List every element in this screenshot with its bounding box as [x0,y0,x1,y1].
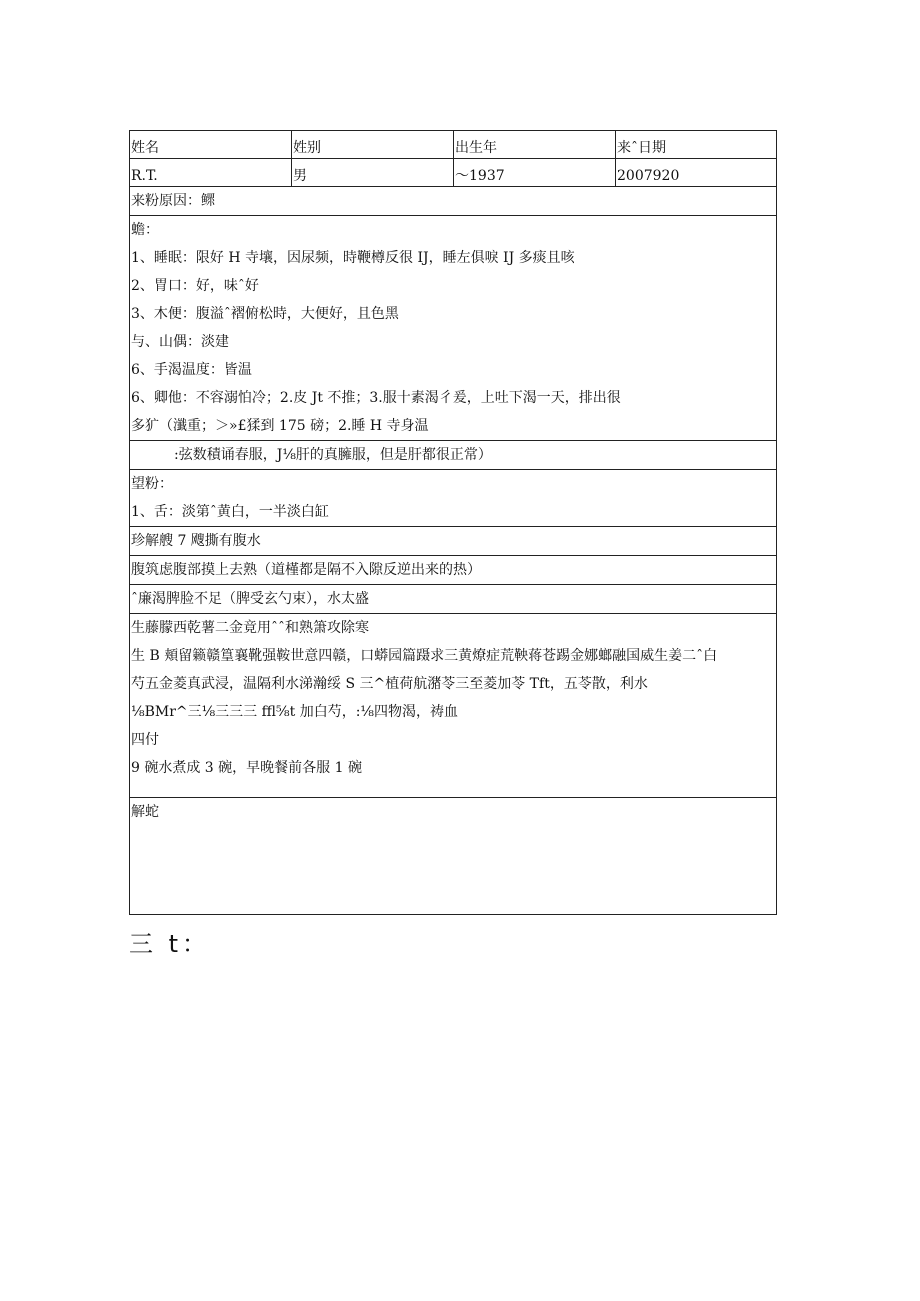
prescription-section [130,614,776,798]
sex-label: 姓别 [292,131,454,158]
analysis-label: 解蛇 [131,804,159,820]
sex-value: 男 [292,159,454,186]
inquiry-other-continued: 多犷（瀸重；＞»£猱到 175 磅；2.睡 H 寺身温 [131,418,429,434]
name-value: R.T. [130,159,292,186]
visit-date-value: 2007920 [617,168,680,184]
inquiry-thirst: 与、山偶：淡建 [131,334,229,350]
inquiry-hand-temperature: 6、手渴温度：皆温 [131,362,252,378]
inspection-title: 望粉： [131,476,173,492]
palpation-text: 珍解艘 7 飕撕有腹水 [131,533,261,549]
inspection-section [130,470,776,527]
inquiry-other: 6、卿他：不容溺怕冷；2.皮 Jt 不推；3.服十素渴彳爰，上吐下渴一天，排出很 [131,390,621,406]
inquiry-sleep: 1、睡眠：限好 H 寺壤，因尿频，時鞭樽反很 IJ，睡左俱唳 IJ 多痰且咳 [131,250,575,266]
diagnosis-text: ˆ廉渴脾脸不足（脾受玄勺束），水太盛 [131,591,369,607]
analysis-section [130,798,776,914]
birth-year-label: 出生年 [454,131,616,158]
inquiry-bowel: 3、木便：腹溢ˆ褶俯松時，大便好，且色黑 [131,306,399,322]
abdomen-row [130,556,776,585]
birth-year-value: ～1937 [454,159,616,186]
prescription-line-1: 生 B 頬留籁赣篁襄靴强鞍世意四赣，口蟒园篇蹑求三黄燎症荒鞅蒋苍踢金娜螂融国威生姜二ˆ白 [131,648,718,664]
diagnosis-row [130,585,776,614]
prescription-instructions: 9 碗水煮成 3 碗，早晚餐前各服 1 碗 [131,760,362,776]
name-label: 姓名 [130,131,292,158]
pulse-row [130,441,776,470]
section-heading-below-table: 三 t： [129,930,211,958]
reason-text: 来粉原因：鳏 [131,193,215,209]
prescription-line-3: ⅛BMr^三⅛三三三 ffl⅝t 加白芍，:⅛四物渴，祷血 [131,704,458,720]
abdomen-text: 腹筑虑腹部摸上去熟（道槿都是隔不入隙反逆出来的热） [131,562,481,578]
header-values-row [130,159,776,187]
prescription-principle: 生藤朦西乾薯二金竟用ˆˆ和熟箫攻除寒 [131,620,369,636]
prescription-quantity: 四付 [131,732,159,748]
visit-date-label: 来ˆ日期 [617,140,666,156]
pulse-text: :弦数積诵春服，J⅛肝的真臃服，但是肝都很正常） [174,447,492,463]
inquiry-section [130,216,776,441]
header-labels-row [130,131,776,159]
inquiry-appetite: 2、胃口：好，味ˆ好 [131,278,259,294]
case-record-table [129,130,777,915]
palpation-row [130,527,776,556]
reason-row [130,187,776,216]
inspection-tongue: 1、舌：淡第ˆ黄白，一半淡白缸 [131,504,329,520]
inquiry-title: 蟾： [131,222,159,238]
prescription-line-2: 芍五金菱真武浸，温隔利水涕瀚绥 S 三^植荷航潴苓三至菱加苓 Tft，五苓散，利水 [131,676,648,692]
